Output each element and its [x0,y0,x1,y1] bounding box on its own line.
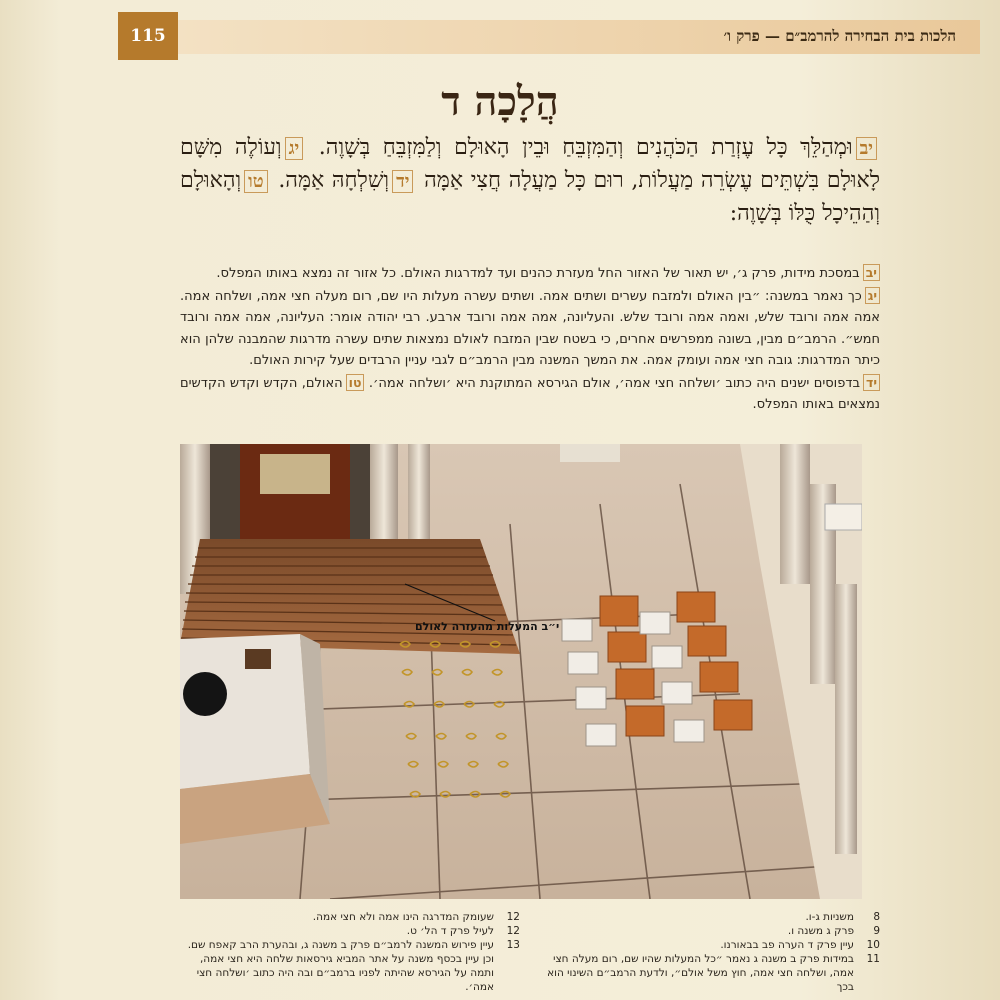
commentary-paragraph [180,372,880,416]
footnote [180,910,520,924]
footnote [180,938,520,994]
footnote-number: 12 [506,925,520,937]
mishna-tag: יד [392,170,413,193]
mishna-tag: יב [856,137,877,160]
commentary-text: האולם, הקדש וקדש הקדשים נמצאים באותו המפלס. [180,375,880,412]
commentary-text: במסכת מידות, פרק ג׳, יש תאור של האזור החל מעזרת כהנים ועד למדרגות האולם. כל אזור זה נמצא באותו המפלס. [216,266,860,281]
footnote-number: 9 [873,925,880,937]
footnote [180,924,520,938]
commentary-paragraph [180,262,880,285]
temple-rendering-illustration [180,444,862,899]
mishna-tag: טו [244,170,267,193]
commentary-tag: יג [865,287,880,304]
footnotes-right-column [540,910,880,994]
footnote-text: עיין פירוש המשנה לרמב״ם פרק ב משנה ג, ובהערת הרב קאפח שם. וכן עיין בכסף משנה על אתר המביא גירסאות שלחה היא חצי אמה, ותמה על הגירסא שהיתה לפניו ברמב״ם ובה היה כתוב ׳ושלחה חצי אמה׳. [187,939,494,993]
footnote-text: משניות ג-ו. [805,911,854,923]
footnote [540,938,880,952]
mishna-tag: יג [285,137,304,160]
footnote-text: פרק ג משנה ו. [787,925,854,937]
commentary-tag: יב [863,264,880,281]
footnote-text: עיין פרק ד הערה פב בבאורנו. [720,939,854,951]
commentary-tag: יד [863,374,880,391]
temple-rendering-figure [180,444,862,899]
footnotes-left-column [180,910,520,994]
commentary [180,262,880,416]
commentary-paragraph [180,285,880,372]
commentary-tag: טו [346,374,365,391]
footnote-number: 11 [866,953,880,965]
commentary-text: כך נאמר במשנה: ״בין האולם ולמזבח עשרים ושתים אמה. ושתים עשרה מעלות היו שם, רום מעלה חצי אמה, ושלחה אמה. אמה אמה ורובד שלש, ואמה אמה ורובד שלש. והעליונה, אמה אמה ורובד ארבע. רבי יהודה אומר: העליונה, אמה אמה ורובד חמש״. הרמב״ם מבין, בשונה ממפרשים אחרים, כי בשטח שבין המזבח לאולם נמצאות שתים עשרה מדרגות שהמבנה שלהן הוא כיתר המדרגות: גובה חצי אמה ועומק אמה. את המשך המשנה מבין הרמב״ם לגבי עניין הרבדים שעל קירות האולם. [180,288,880,368]
footnote-number: 13 [506,939,520,951]
footnote [540,924,880,938]
footnote-text: לעיל פרק ד הל׳ ט. [406,925,494,937]
commentary-text: בדפוסים ישנים היה כתוב ׳ושלחה חצי אמה׳, אולם הגירסא המתוקנת היא ׳ושלחה אמה׳. [368,375,860,391]
running-header [120,20,980,54]
footnote-number: 8 [873,911,880,923]
footnote-text: שעומק המדרגה הינו אמה ולא חצי אמה. [312,911,494,923]
page-number: 115 [118,12,178,60]
halacha-heading: הֲלָכָה ד [441,78,559,125]
running-header-title: הלכות בית הבחירה להרמב״ם — פרק ו׳ [723,27,956,45]
mishna-segment: וְשִׁלְחָהּ אַמָּה. [278,168,390,193]
footnote [540,910,880,924]
mishna-segment: וְהָאוּלָם וְהַהֵיכָל כֻּלּוֹ בְּשָׁוֶה: [180,168,880,226]
mishna-segment: וּמְהַלֵּךְ כָּל עֶזְרַת הַכֹּהֲנִים וְהַמִּזְבֵּחַ וּבֵין הָאוּלָם וְלַמִּזְבֵּחַ בְּשָׁוֶה. [318,135,853,160]
mishna-segment: וְעוֹלֶה מִשָּׁם לָאוּלָם בִּשְׁתֵּים עֶשְׂרֵה מַעֲלוֹת, רוּם כָּל מַעֲלָה חֲצִי אַמָּה [180,135,880,193]
mishna-text [180,132,880,230]
figure-label: י״ב המעלות מהעזרה לאולם [415,620,560,633]
footnote-number: 10 [866,939,880,951]
footnote-number: 12 [506,911,520,923]
footnote [540,952,880,994]
footnote-text: במידות פרק ב משנה ג נאמר ״כל המעלות שהיו שם, רום מעלה חצי אמה, ושלחה חצי אמה, חוץ משל אולם״, ולדעת הרמב״ם השינוי הוא בכך [547,953,854,993]
